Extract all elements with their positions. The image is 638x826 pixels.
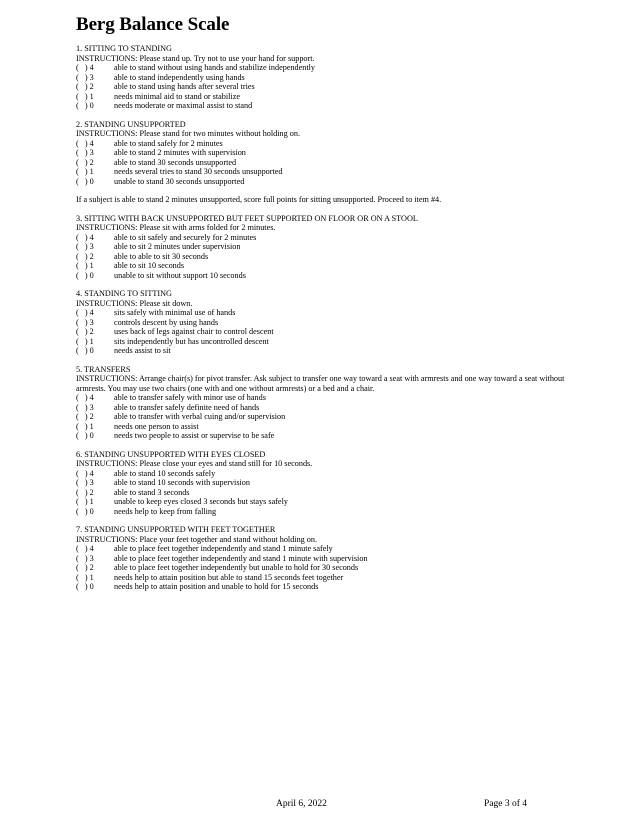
section-title: 4. STANDING TO SITTING: [76, 289, 172, 298]
score-checkbox[interactable]: ( ) 4: [76, 63, 94, 72]
score-description: needs help to keep from falling: [114, 506, 217, 516]
sections-container: [76, 44, 576, 592]
score-checkbox[interactable]: ( ) 2: [76, 412, 94, 421]
section-title: 3. SITTING WITH BACK UNSUPPORTED BUT FEET SUPPORTED ON FLOOR OR ON A STOOL: [76, 213, 418, 223]
section-instructions: INSTRUCTIONS: Please sit with arms folded for 2 minutes.: [76, 223, 276, 232]
score-description: able to place feet together independently and stand 1 minute safely: [114, 544, 333, 553]
score-description: able to able to sit 30 seconds: [114, 251, 209, 261]
score-option: [76, 261, 576, 271]
section-title: 5. TRANSFERS: [76, 364, 131, 374]
score-checkbox[interactable]: ( ) 1: [76, 572, 94, 582]
score-description: able to stand 3 seconds: [114, 487, 190, 497]
score-description: able to stand without using hands and stabilize independently: [114, 63, 316, 72]
score-checkbox[interactable]: ( ) 1: [76, 261, 94, 270]
score-option: [76, 308, 576, 318]
score-description: unable to sit without support 10 seconds: [114, 270, 246, 280]
score-description: able to transfer safely definite need of hands: [114, 402, 260, 412]
score-checkbox[interactable]: ( ) 4: [76, 308, 94, 317]
score-description: able to stand safely for 2 minutes: [114, 138, 223, 148]
score-option: [76, 554, 576, 564]
score-description: unable to keep eyes closed 3 seconds but stays safely: [114, 497, 288, 506]
score-checkbox[interactable]: ( ) 1: [76, 167, 94, 176]
score-option: [76, 478, 576, 488]
score-description: needs help to attain position and unable to hold for 15 seconds: [114, 582, 319, 591]
score-description: needs moderate or maximal assist to stand: [114, 101, 253, 110]
score-option: [76, 582, 576, 592]
section-title: 6. STANDING UNSUPPORTED WITH EYES CLOSED: [76, 449, 266, 459]
score-option: [76, 544, 576, 554]
score-description: able to sit 10 seconds: [114, 261, 185, 270]
score-description: uses back of legs against chair to control descent: [114, 327, 274, 336]
score-checkbox[interactable]: ( ) 1: [76, 421, 94, 431]
document-page: [76, 14, 576, 601]
score-checkbox[interactable]: ( ) 3: [76, 553, 94, 563]
score-option: [76, 101, 576, 111]
score-option: [76, 82, 576, 92]
score-checkbox[interactable]: ( ) 0: [76, 431, 94, 440]
section-instructions: INSTRUCTIONS: Please sit down.: [76, 298, 193, 308]
score-option: [76, 507, 576, 517]
section-1: [76, 44, 576, 111]
score-checkbox[interactable]: ( ) 0: [76, 101, 94, 110]
score-description: needs help to attain position but able to stand 15 seconds feet together: [114, 572, 344, 582]
score-option: [76, 92, 576, 102]
score-checkbox[interactable]: ( ) 3: [76, 402, 94, 412]
score-option: [76, 488, 576, 498]
score-checkbox[interactable]: ( ) 4: [76, 232, 94, 242]
score-checkbox[interactable]: ( ) 3: [76, 148, 94, 157]
score-checkbox[interactable]: ( ) 2: [76, 251, 94, 261]
footer-date: April 6, 2022: [276, 799, 327, 809]
score-option: [76, 431, 576, 441]
score-option: [76, 139, 576, 149]
score-checkbox[interactable]: ( ) 1: [76, 91, 94, 101]
section-5: [76, 365, 576, 441]
section-title: 7. STANDING UNSUPPORTED WITH FEET TOGETHER: [76, 525, 276, 534]
score-checkbox[interactable]: ( ) 1: [76, 336, 94, 346]
score-description: able to place feet together independently and stand 1 minute with supervision: [114, 553, 368, 563]
section-2: [76, 120, 576, 187]
score-option: [76, 346, 576, 356]
score-description: needs one person to assist: [114, 421, 199, 431]
score-description: unable to stand 30 seconds unsupported: [114, 176, 245, 186]
score-checkbox[interactable]: ( ) 0: [76, 346, 94, 355]
score-description: able to transfer safely with minor use of hands: [114, 393, 266, 402]
score-option: [76, 403, 576, 413]
score-checkbox[interactable]: ( ) 2: [76, 563, 94, 572]
score-option: [76, 573, 576, 583]
score-checkbox[interactable]: ( ) 4: [76, 544, 94, 553]
score-checkbox[interactable]: ( ) 0: [76, 270, 94, 280]
score-option: [76, 252, 576, 262]
score-option: [76, 233, 576, 243]
score-description: able to stand 2 minutes with supervision: [114, 148, 246, 157]
score-checkbox[interactable]: ( ) 0: [76, 176, 94, 186]
score-option: [76, 177, 576, 187]
score-description: needs two people to assist or supervise to be safe: [114, 431, 275, 440]
score-checkbox[interactable]: ( ) 4: [76, 138, 94, 148]
section-7: [76, 525, 576, 592]
score-option: [76, 563, 576, 573]
score-checkbox[interactable]: ( ) 4: [76, 468, 94, 478]
score-description: sits safely with minimal use of hands: [114, 308, 236, 317]
section-4: [76, 289, 576, 356]
section-title: 1. SITTING TO STANDING: [76, 44, 172, 53]
score-checkbox[interactable]: ( ) 2: [76, 327, 94, 336]
score-checkbox[interactable]: ( ) 1: [76, 497, 94, 506]
score-description: controls descent by using hands: [114, 317, 219, 327]
section-note: If a subject is able to stand 2 minutes unsupported, score full points for sitting unsupported. Proceed to item #4.: [76, 195, 442, 204]
score-checkbox[interactable]: ( ) 3: [76, 72, 94, 82]
score-description: needs minimal aid to stand or stabilize: [114, 91, 240, 101]
score-description: able to sit 2 minutes under supervision: [114, 242, 241, 251]
score-option: [76, 63, 576, 73]
score-description: able to stand independently using hands: [114, 72, 245, 82]
score-option: [76, 148, 576, 158]
section-6: [76, 450, 576, 517]
score-option: [76, 337, 576, 347]
score-option: [76, 318, 576, 328]
score-checkbox[interactable]: ( ) 0: [76, 506, 94, 516]
score-option: [76, 497, 576, 507]
section-instructions: INSTRUCTIONS: Please close your eyes and stand still for 10 seconds.: [76, 459, 313, 468]
section-3: [76, 214, 576, 281]
score-description: able to place feet together independently but unable to hold for 30 seconds: [114, 563, 359, 572]
score-description: sits independently but has uncontrolled descent: [114, 336, 269, 346]
score-option: [76, 271, 576, 281]
score-checkbox[interactable]: ( ) 2: [76, 82, 94, 91]
score-option: [76, 158, 576, 168]
score-checkbox[interactable]: ( ) 3: [76, 478, 94, 487]
score-description: able to sit safely and securely for 2 minutes: [114, 232, 257, 242]
score-checkbox[interactable]: ( ) 0: [76, 582, 94, 591]
score-option: [76, 469, 576, 479]
score-description: able to stand 30 seconds unsupported: [114, 157, 237, 167]
score-checkbox[interactable]: ( ) 4: [76, 393, 94, 402]
score-option: [76, 393, 576, 403]
section-instructions: INSTRUCTIONS: Please stand for two minutes without holding on.: [76, 129, 301, 138]
section-instructions: INSTRUCTIONS: Place your feet together and stand without holding on.: [76, 534, 318, 544]
section-instructions: INSTRUCTIONS: Please stand up. Try not to use your hand for support.: [76, 53, 315, 63]
score-checkbox[interactable]: ( ) 2: [76, 157, 94, 167]
section-instructions: INSTRUCTIONS: Arrange chair(s) for pivot transfer. Ask subject to transfer one way toward a seat with armrests and one way toward a seat without armrests. You may use two chairs (one with and one without armrests) or a bed and a chair.: [76, 374, 565, 393]
score-checkbox[interactable]: ( ) 2: [76, 487, 94, 497]
score-option: [76, 327, 576, 337]
score-option: [76, 412, 576, 422]
score-description: needs several tries to stand 30 seconds unsupported: [114, 167, 283, 176]
page-title: Berg Balance Scale: [76, 14, 230, 35]
score-description: able to stand 10 seconds with supervision: [114, 478, 250, 487]
score-checkbox[interactable]: ( ) 3: [76, 317, 94, 327]
score-option: [76, 422, 576, 432]
score-description: able to stand 10 seconds safely: [114, 468, 216, 478]
score-description: able to stand using hands after several tries: [114, 82, 255, 91]
score-option: [76, 73, 576, 83]
section-title: 2. STANDING UNSUPPORTED: [76, 119, 186, 129]
score-option: [76, 242, 576, 252]
score-description: needs assist to sit: [114, 346, 171, 355]
score-checkbox[interactable]: ( ) 3: [76, 242, 94, 251]
footer-page-number: Page 3 of 4: [484, 799, 528, 809]
score-option: [76, 167, 576, 177]
score-description: able to transfer with verbal cuing and/or supervision: [114, 412, 286, 421]
